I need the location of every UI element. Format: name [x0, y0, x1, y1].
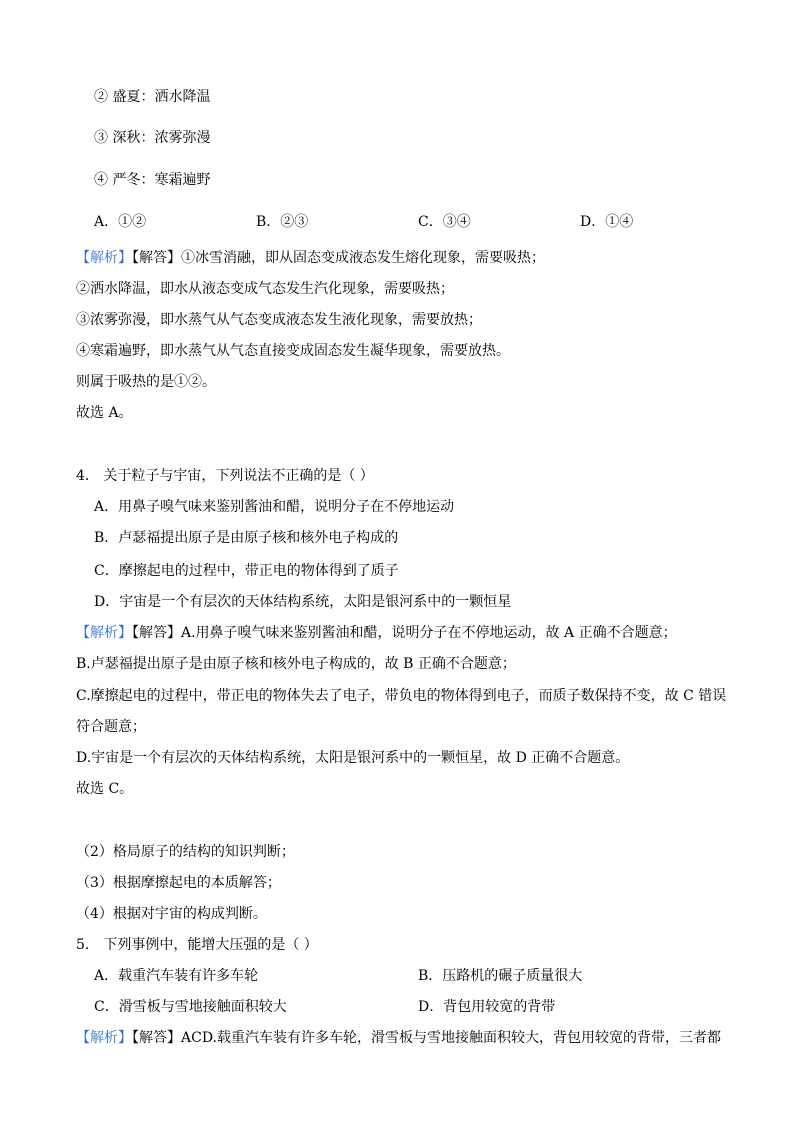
q4-option-b: B．卢瑟福提出原子是由原子核和核外电子构成的	[94, 530, 399, 546]
q4-note: （2）格局原子的结构的知识判断；	[76, 844, 295, 860]
analysis-text: ④寒霜遍野，即水蒸气从气态直接变成固态发生凝华现象，需要放热。	[76, 343, 510, 359]
analysis-text: A.用鼻子嗅气味来鉴别酱油和醋，说明分子在不停地运动，故 A 正确不合题意；	[181, 625, 677, 641]
analysis-text: D.宇宙是一个有层次的天体结构系统，太阳是银河系中的一颗恒星，故 D 正确不合题意。	[76, 750, 630, 766]
answer-tag: 【解答】	[132, 250, 181, 266]
analysis-text: 则属于吸热的是①②。	[76, 374, 216, 390]
q4-option-c: C．摩擦起电的过程中，带正电的物体得到了质子	[94, 563, 399, 579]
analysis-text: ①冰雪消融，即从固态变成液态发生熔化现象，需要吸热；	[181, 250, 545, 266]
q4-analysis-line	[76, 623, 677, 643]
q5-option-b: B．压路机的碾子质量很大	[418, 968, 583, 984]
analysis-text: ②洒水降温，即水从液态变成气态发生汽化现象，需要吸热；	[76, 281, 454, 297]
q4-note: （4）根据对宇宙的构成判断。	[76, 906, 267, 922]
q5-question: 5． 下列事例中，能增大压强的是（ ）	[76, 937, 318, 953]
q5-option-c: C．滑雪板与雪地接触面积较大	[94, 999, 287, 1015]
analysis-tag: 【解析】	[76, 250, 132, 266]
q3-option-c: C．③④	[418, 214, 471, 230]
analysis-text: ACD.载重汽车装有许多车轮，滑雪板与雪地接触面积较大，背包用较宽的背带，三者都	[181, 1030, 721, 1046]
analysis-tag: 【解析】	[76, 1030, 132, 1046]
q4-option-a: A．用鼻子嗅气味来鉴别酱油和醋，说明分子在不停地运动	[94, 499, 455, 515]
answer-tag: 【解答】	[132, 1030, 181, 1046]
q3-option-d: D．①④	[580, 214, 634, 230]
answer-tag: 【解答】	[132, 625, 181, 641]
analysis-text: C.摩擦起电的过程中，带正电的物体失去了电子，带负电的物体得到电子，而质子数保持不变，故 C 错误	[76, 688, 727, 704]
analysis-text: B.卢瑟福提出原子是由原子核和核外电子构成的，故 B 正确不合题意；	[76, 656, 516, 672]
q3-item: ④ 严冬：寒霜遍野	[94, 172, 211, 188]
analysis-tag: 【解析】	[76, 625, 132, 641]
analysis-text: 符合题意；	[76, 719, 146, 735]
answer-conclusion: 故选 A。	[76, 405, 133, 421]
q3-option-b: B．②③	[256, 214, 309, 230]
q3-option-a: A．①②	[94, 214, 147, 230]
answer-conclusion: 故选 C。	[76, 781, 134, 797]
q5-option-a: A．载重汽车装有许多车轮	[94, 968, 259, 984]
q5-option-d: D．背包用较宽的背带	[418, 999, 556, 1015]
q4-note: （3）根据摩擦起电的本质解答；	[76, 875, 281, 891]
q4-question: 4． 关于粒子与宇宙，下列说法不正确的是（ ）	[76, 468, 374, 484]
q3-analysis-line	[76, 248, 545, 268]
q5-analysis-line	[76, 1028, 721, 1048]
q3-item: ③ 深秋：浓雾弥漫	[94, 130, 211, 146]
analysis-text: ③浓雾弥漫，即水蒸气从气态变成液态发生液化现象，需要放热；	[76, 312, 482, 328]
q4-option-d: D．宇宙是一个有层次的天体结构系统，太阳是银河系中的一颗恒星	[94, 594, 512, 610]
q3-item: ② 盛夏：洒水降温	[94, 89, 211, 105]
